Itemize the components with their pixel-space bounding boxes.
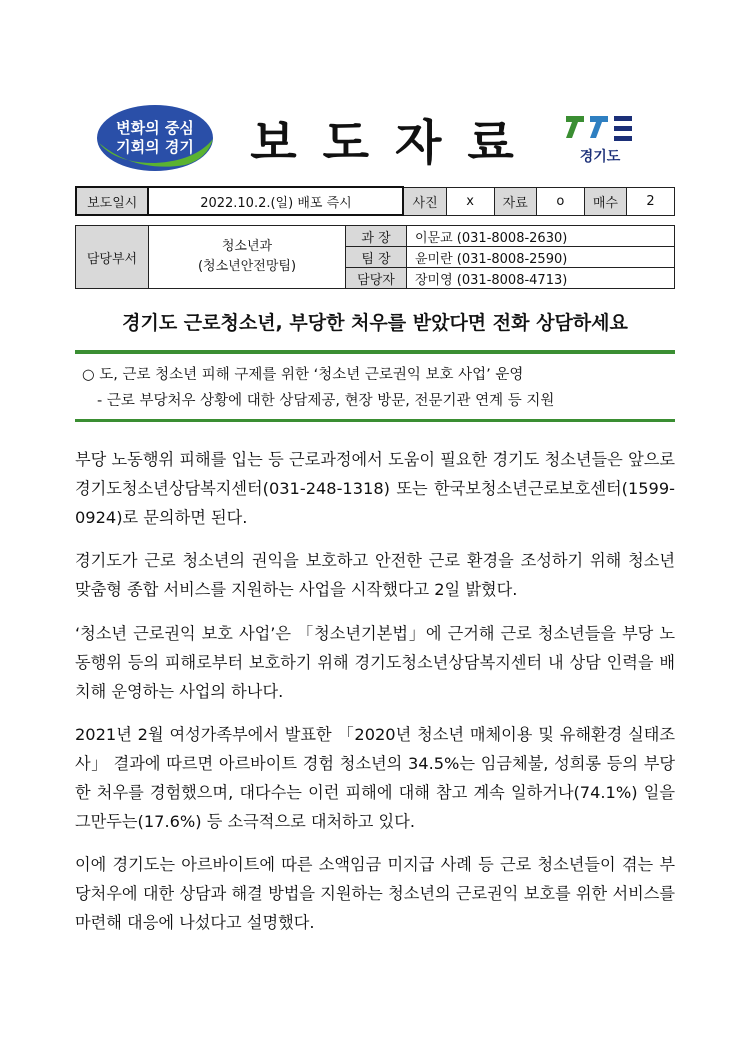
data-value: o — [536, 187, 584, 215]
body-paragraph-5: 이에 경기도는 아르바이트에 따른 소액임금 미지급 사례 등 근로 청소년들이 겪는 부당처우에 대한 상담과 해결 방법을 지원하는 청소년의 근로권익 보호를 위한 서비스를 마련해 대응에 나섰다고 설명했다. — [75, 855, 675, 932]
body-paragraph-4: 2021년 2월 여성가족부에서 발표한 「2020년 청소년 매체이용 및 유해환경 실태조사」 결과에 따르면 아르바이트 경험 청소년의 34.5%는 임금체불, 성희롱 등의 부당한 처우를 경험했으며, 대다수는 이런 피해에 대해 참고 계속 일하거나(74.1%) 일을 그만두는(17.6%) 등 소극적으로 대처하고 있다. — [75, 725, 675, 831]
release-date-label: 보도일시 — [76, 187, 148, 215]
slogan-line-2: 기회의 경기 — [116, 138, 194, 156]
headline: 경기도 근로청소년, 부당한 처우를 받았다면 전화 상담하세요 — [122, 312, 628, 334]
gyeonggi-logo-text: 경기도 — [579, 149, 621, 165]
body-paragraph-3: ‘청소년 근로권익 보호 사업’은 「청소년기본법」에 근거해 근로 청소년들을 부당 노동행위 등의 피해로부터 보호하기 위해 경기도청소년상담복지센터 내 상담 인력을 배치해 운영하는 사업의 하나다. — [75, 624, 675, 701]
release-date-value: 2022.10.2.(일) 배포 즉시 — [148, 187, 403, 215]
body-paragraph-1: 부당 노동행위 피해를 입는 등 근로과정에서 도움이 필요한 경기도 청소년들은 앞으로 경기도청소년상담복지센터(031-248-1318) 또는 한국보청소년근로보호센터(1599-0924)로 문의하면 된다. — [75, 450, 675, 527]
contact-person: 장미영 (031-8008-4713) — [407, 268, 675, 289]
photo-value: x — [446, 187, 494, 215]
slogan-line-1: 변화의 중심 — [116, 119, 194, 137]
contact-person: 윤미란 (031-8008-2590) — [407, 247, 675, 268]
contact-role: 과 장 — [346, 226, 407, 247]
pages-value: 2 — [627, 187, 675, 215]
department-name — [149, 226, 346, 289]
contact-role: 팀 장 — [346, 247, 407, 268]
slogan-logo — [95, 103, 215, 173]
data-label: 자료 — [494, 187, 536, 215]
department-name-line-2: (청소년안전망팀) — [197, 259, 297, 274]
contact-role: 담당자 — [346, 268, 407, 289]
department-table — [75, 225, 675, 289]
department-name-line-1: 청소년과 — [221, 239, 273, 254]
document-title: 보도자료 — [250, 114, 540, 171]
photo-label: 사진 — [403, 187, 446, 215]
summary-line-2: - 근로 부당처우 상황에 대한 상담제공, 현장 방문, 전문기관 연계 등 지원 — [97, 393, 555, 409]
summary-top-divider — [75, 350, 675, 354]
release-info-table — [75, 186, 675, 216]
contact-person: 이문교 (031-8008-2630) — [407, 226, 675, 247]
summary-bottom-divider — [75, 419, 675, 422]
summary-line-1: ○ 도, 근로 청소년 피해 구제를 위한 ‘청소년 근로권익 보호 사업’ 운영 — [82, 367, 524, 383]
pages-label: 매수 — [584, 187, 626, 215]
department-label: 담당부서 — [76, 226, 149, 289]
body-paragraph-2: 경기도가 근로 청소년의 권익을 보호하고 안전한 근로 환경을 조성하기 위해 청소년 맞춤형 종합 서비스를 지원하는 사업을 시작했다고 2일 밝혔다. — [75, 551, 675, 599]
